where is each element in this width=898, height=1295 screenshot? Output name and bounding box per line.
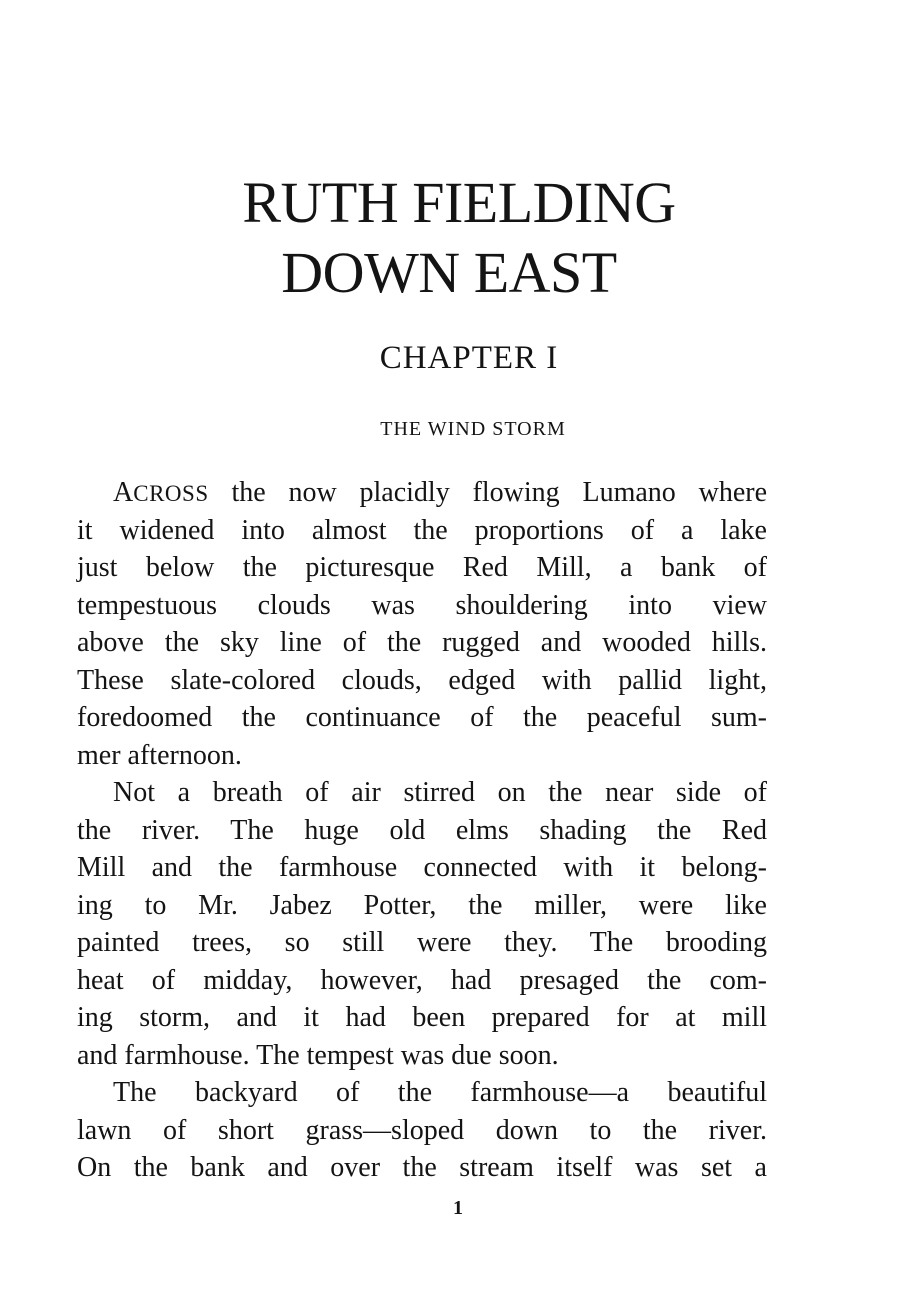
smallcaps-word: CROSS [133, 481, 209, 506]
text-line: ing to Mr. Jabez Potter, the miller, were like [77, 889, 767, 921]
book-title-line-2: DOWN EAST [281, 240, 617, 305]
text-line: just below the picturesque Red Mill, a bank of [77, 552, 767, 583]
book-title [0, 168, 898, 308]
page-number: 1 [453, 1197, 463, 1219]
chapter-subtitle: THE WIND STORM [380, 418, 566, 440]
text-line: heat of midday, however, had presaged the com- [77, 964, 767, 996]
text-line: Mill and the farmhouse connected with it belong- [77, 852, 767, 883]
text-line: These slate-colored clouds, edged with pallid light, [77, 664, 767, 696]
text-line: The backyard of the farmhouse—a beautiful [113, 1077, 767, 1108]
text-line: lawn of short grass—sloped down to the river. [77, 1114, 767, 1146]
book-title-line-1: RUTH FIELDING [242, 170, 676, 235]
text-line: above the sky line of the rugged and wooded hills. [77, 627, 767, 658]
text-line: tempestuous clouds was shouldering into view [77, 589, 767, 621]
text-line: ing storm, and it had been prepared for at mill [77, 1002, 767, 1033]
text-line: it widened into almost the proportions of a lake [77, 514, 767, 546]
text-line [77, 474, 767, 512]
text-line: Not a breath of air stirred on the near side of [113, 777, 767, 808]
text-line: foredoomed the continuance of the peaceful sum- [77, 702, 767, 733]
text-line-content: the now placidly flowing Lumano where [231, 477, 768, 508]
chapter-heading: CHAPTER I [379, 340, 559, 376]
text-line: the river. The huge old elms shading the Red [77, 814, 767, 846]
text-line: On the bank and over the stream itself was set a [77, 1152, 767, 1183]
text-line: painted trees, so still were they. The brooding [77, 927, 767, 958]
text-line: and farmhouse. The tempest was due soon. [77, 1039, 559, 1071]
text-line: mer afternoon. [77, 739, 242, 771]
dropcap-letter: A [113, 477, 134, 508]
body-text [77, 474, 767, 1187]
